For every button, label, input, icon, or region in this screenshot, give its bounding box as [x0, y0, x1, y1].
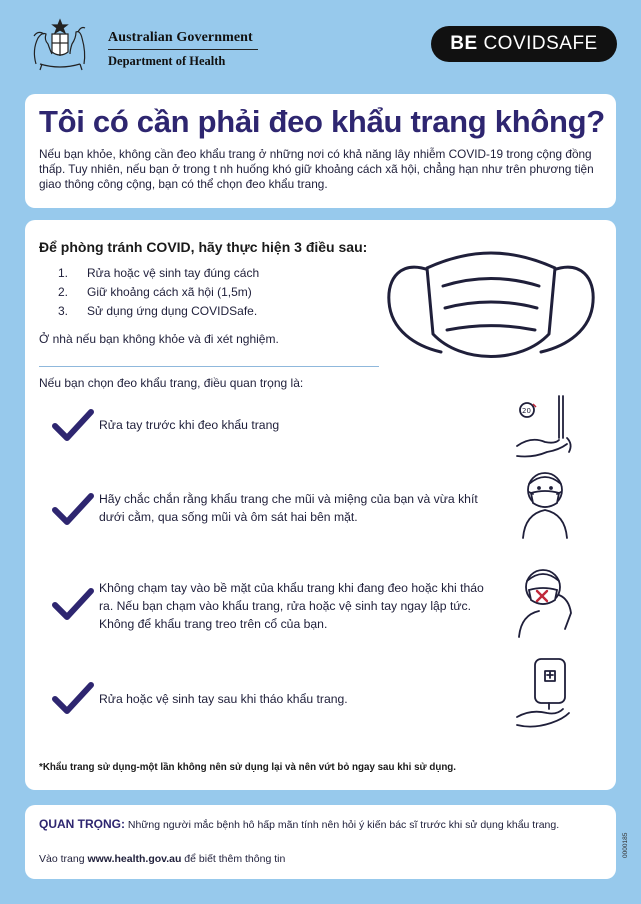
important-notice [39, 817, 599, 832]
list-item [39, 283, 259, 302]
step-text: Giữ khoảng cách xã hội (1,5m) [87, 285, 252, 299]
wordmark-divider [108, 49, 258, 50]
do-not-touch-mask-icon [513, 565, 577, 639]
list-item [39, 264, 259, 283]
government-wordmark [108, 30, 258, 69]
checkmark-icon [51, 681, 95, 717]
sanitiser-dispenser-icon [513, 657, 577, 731]
page-title: Tôi có cần phải đeo khẩu trang không? [39, 104, 605, 139]
be-covidsafe-badge [431, 26, 617, 62]
page-header [0, 0, 641, 92]
mask-tip-text: Rửa tay trước khi đeo khẩu trang [99, 418, 280, 432]
government-name: Australian Government [108, 30, 253, 45]
step-number: 1. [58, 266, 69, 280]
department-name: Department of Health [108, 54, 226, 68]
important-card [25, 805, 616, 879]
visit-prefix: Vào trang [39, 853, 88, 865]
step-number: 3. [58, 304, 69, 318]
mask-tip-2 [25, 478, 616, 570]
stay-home-text: Ở nhà nếu bạn không khỏe và đi xét nghiệm. [39, 332, 279, 346]
important-label: QUAN TRỌNG: [39, 817, 125, 831]
guidance-card [25, 220, 616, 790]
campaign-main: COVIDSAFE [483, 33, 598, 54]
step-text: Rửa hoặc vệ sinh tay đúng cách [87, 266, 260, 280]
choose-mask-intro: Nếu bạn chọn đeo khẩu trang, điều quan trọng là: [39, 376, 304, 390]
coat-of-arms-icon [22, 14, 98, 72]
svg-text:20: 20 [522, 407, 531, 415]
checkmark-icon [51, 408, 95, 444]
list-item [39, 302, 259, 321]
single-use-footnote: *Khẩu trang sử dụng-một lần không nên sử dụng lại và nên vứt bỏ ngay sau khi sử dụng. [39, 762, 457, 773]
checkmark-icon [51, 492, 95, 528]
step-text: Sử dụng ứng dụng COVIDSafe. [87, 304, 258, 318]
intro-paragraph: Nếu bạn khỏe, không cần đeo khẩu trang ở những nơi có khả năng lây nhiễm COVID-19 trong cộng đồng thấp. Tuy nhiên, nếu bạn ở trong t nh huống khó giữ khoảng cách xã hội, chẳng hạn như trên phương tiện giao thông công cộng, bạn có thể chọn đeo khẩu trang. [39, 147, 594, 191]
campaign-prefix: BE [450, 33, 484, 54]
checkmark-icon [51, 587, 95, 623]
mask-tip-text: Hãy chắc chắn rằng khẩu trang che mũi và miệng của bạn và vừa khít dưới cằm, qua sống mũi và ôm sát hai bên mặt. [99, 492, 478, 524]
face-mask-icon [381, 238, 601, 378]
health-website-link[interactable]: www.health.gov.au [87, 853, 182, 865]
mask-tip-text: Rửa hoặc vệ sinh tay sau khi tháo khẩu trang. [99, 692, 348, 706]
person-wearing-mask-icon [513, 466, 577, 540]
prevention-steps-list [39, 264, 259, 321]
mask-tip-4 [25, 665, 616, 755]
hand-wash-timer-icon [513, 394, 577, 468]
mask-tip-1 [25, 388, 616, 478]
section-divider [39, 366, 379, 367]
visit-website-text [39, 853, 285, 865]
intro-card [25, 94, 616, 208]
mask-tip-text: Không chạm tay vào bề mặt của khẩu trang khi đang đeo hoặc khi tháo ra. Nếu bạn chạm vào khẩu trang, rửa hoặc vệ sinh tay ngay lập tức. Không để khẩu trang treo trên cổ của bạn. [99, 581, 484, 631]
step-number: 2. [58, 285, 69, 299]
mask-tip-3 [25, 565, 616, 665]
document-code: 0000185 [622, 832, 629, 858]
prevention-heading: Để phòng tránh COVID, hãy thực hiện 3 điều sau: [39, 239, 368, 255]
important-text: Những người mắc bệnh hô hấp mãn tính nên hỏi ý kiến bác sĩ trước khi sử dụng khẩu trang. [127, 819, 560, 831]
visit-suffix: để biết thêm thông tin [181, 853, 286, 865]
